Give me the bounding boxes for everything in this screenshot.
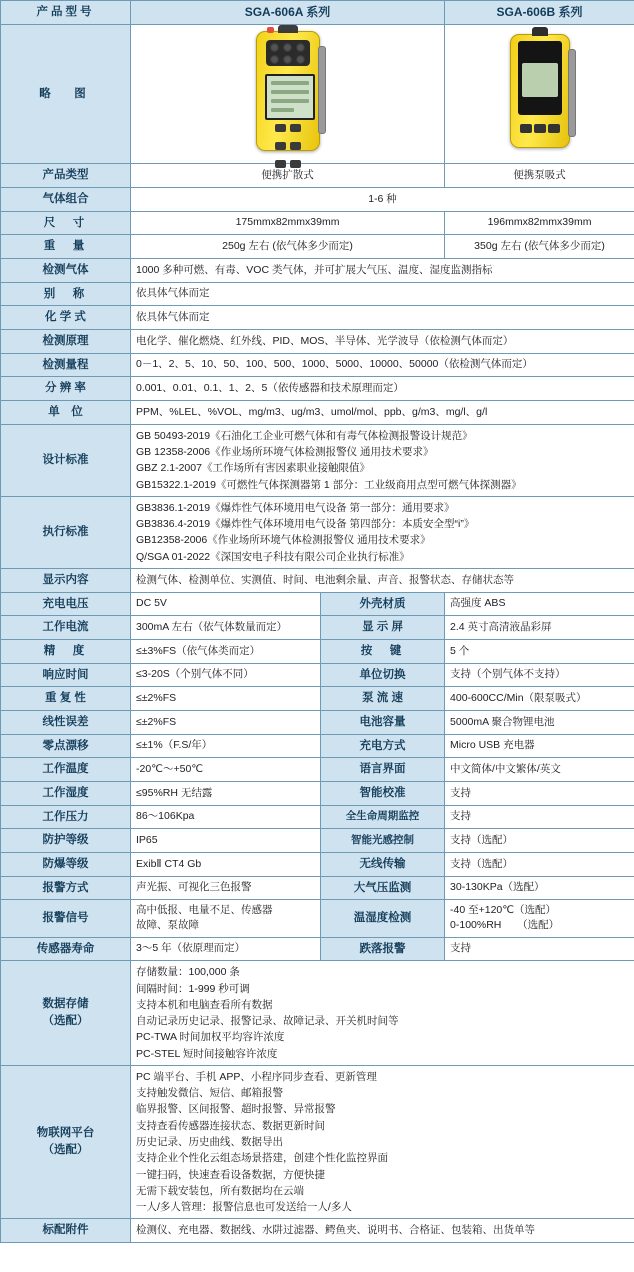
device-image-b [445,25,634,164]
row-label-smart-calib: 智能校准 [321,781,445,805]
table-row-gas-combo [1,188,634,212]
table-row-design-standard [1,424,634,496]
value-temp-humidity [445,900,634,937]
value-formula: 依具体气体而定 [131,306,634,330]
value-size-b: 196mmx82mmx39mm [445,211,634,235]
table-row-alarm-signal [1,900,634,937]
row-label-gas-combo: 气体组合 [1,188,131,212]
value-design-standard [131,424,634,496]
value-weight-b: 350g 左右 (依气体多少而定) [445,235,634,259]
value-work-temp: -20℃～+50℃ [131,758,321,782]
table-row-range [1,353,634,377]
row-label-work-temp: 工作温度 [1,758,131,782]
iot-line-8: 无需下载安装包，所有数据均在云端 [136,1184,304,1197]
row-label-display-content: 显示内容 [1,568,131,592]
value-work-humidity: ≤95%RH 无结露 [131,781,321,805]
value-alarm-mode: 声光振、可视化三色报警 [131,876,321,900]
row-label-work-current: 工作电流 [1,616,131,640]
table-row-repeatability [1,687,634,711]
iot-line-6: 支持企业个性化云组态场景搭建，创建个性化监控界面 [136,1152,388,1165]
value-wireless: 支持（选配） [445,852,634,876]
device-image-a [131,25,445,164]
value-product-type-b: 便携泵吸式 [445,164,634,188]
table-row-weight [1,235,634,259]
iot-line-1: PC 端平台、手机 APP、小程序同步查看、更新管理 [136,1070,377,1083]
exec-standard-line-4: Q/SGA 01-2022《深国安电子科技有限公司企业执行标准》 [136,550,410,563]
iot-line-9: 一人/多人管理：报警信息也可发送给一人/多人 [136,1201,352,1214]
value-display-content: 检测气体、检测单位、实测值、时间、电池剩余量、声音、报警状态、存储状态等 [131,568,634,592]
table-row-detect-gas [1,259,634,283]
table-row-ip-grade [1,829,634,853]
data-storage-label-line-2: （选配） [42,1015,89,1028]
value-data-storage [131,961,634,1066]
table-row-accessories [1,1219,634,1243]
exec-standard-line-3: GB12358-2006《作业场所环境气体检测报警仪 通用技术要求》 [136,534,431,547]
data-storage-line-2: 间隔时间：1-999 秒可调 [136,982,250,995]
row-label-work-pressure: 工作压力 [1,805,131,829]
data-storage-line-5: PC-TWA 时间加权平均容许浓度 [136,1031,285,1044]
row-label-keys: 按 键 [321,639,445,663]
value-weight-a: 250g 左右 (依气体多少而定) [131,235,445,259]
value-repeatability: ≤±2%FS [131,687,321,711]
table-row-data-storage [1,961,634,1066]
iot-label-line-1: 物联网平台 [36,1127,95,1140]
table-row-principle [1,330,634,354]
row-label-design-standard: 设计标准 [1,424,131,496]
row-label-accessories: 标配附件 [1,1219,131,1243]
data-storage-line-4: 自动记录历史记录、报警记录、故障记录、开关机时间等 [136,1015,399,1028]
row-label-exec-standard: 执行标准 [1,496,131,568]
row-label-repeatability: 重 复 性 [1,687,131,711]
value-detect-gas: 1000 多种可燃、有毒、VOC 类气体，并可扩展大气压、温度、湿度监测指标 [131,259,634,283]
value-keys: 5 个 [445,639,634,663]
alarm-signal-line-1: 高中低报、电量不足、传感器 [136,904,273,917]
table-row-alarm-mode [1,876,634,900]
value-zero-drift: ≤±1%（F.S/年） [131,734,321,758]
table-row-alias [1,282,634,306]
row-label-sensor-life: 传感器寿命 [1,937,131,961]
value-ex-grade: ExibⅡ CT4 Gb [131,852,321,876]
row-label-work-humidity: 工作湿度 [1,781,131,805]
table-row-header [1,1,634,25]
value-alarm-signal [131,900,321,937]
row-label-product-type: 产品类型 [1,164,131,188]
row-label-alarm-signal: 报警信号 [1,900,131,937]
row-label-ex-grade: 防爆等级 [1,852,131,876]
row-label-size: 尺 寸 [1,211,131,235]
design-standard-line-1: GB 50493-2019《石油化工企业可燃气体和有毒气体检测报警设计规范》 [136,429,473,442]
table-row-iot-platform [1,1065,634,1218]
row-label-ip-grade: 防护等级 [1,829,131,853]
table-row-response-time [1,663,634,687]
table-row-unit [1,401,634,425]
iot-line-2: 支持触发微信、短信、邮箱报警 [136,1087,283,1100]
table-row-work-temp [1,758,634,782]
row-label-unit: 单 位 [1,401,131,425]
row-label-detect-gas: 检测气体 [1,259,131,283]
value-lifecycle-monitor: 支持 [445,805,634,829]
value-range: 0－1、2、5、10、50、100、500、1000、5000、10000、50000（依检测气体而定） [131,353,634,377]
value-principle: 电化学、催化燃烧、红外线、PID、MOS、半导体、光学波导（依检测气体而定） [131,330,634,354]
data-storage-line-1: 存储数量：100,000 条 [136,966,240,979]
row-label-alarm-mode: 报警方式 [1,876,131,900]
data-storage-label-line-1: 数据存储 [42,998,89,1011]
row-label-temp-humidity: 温湿度检测 [321,900,445,937]
table-row-work-current [1,616,634,640]
value-exec-standard [131,496,634,568]
value-gas-combo: 1-6 种 [131,188,634,212]
iot-label-line-2: （选配） [42,1144,89,1157]
table-row-formula [1,306,634,330]
table-row-sketch [1,25,634,164]
table-row-sensor-life [1,937,634,961]
table-row-zero-drift [1,734,634,758]
value-charge-voltage: DC 5V [131,592,321,616]
iot-line-5: 历史记录、历史曲线、数据导出 [136,1136,283,1149]
table-row-size [1,211,634,235]
row-label-resolution: 分 辨 率 [1,377,131,401]
design-standard-line-2: GB 12358-2006《作业场所环境气体检测报警仪 通用技术要求》 [136,445,434,458]
row-label-lifecycle-monitor: 全生命周期监控 [321,805,445,829]
value-smart-light: 支持（选配） [445,829,634,853]
temp-humidity-line-1: -40 至+120℃（选配） [450,904,557,917]
table-row-exec-standard [1,496,634,568]
row-label-fall-alarm: 跌落报警 [321,937,445,961]
value-pump-flow: 400-600CC/Min（限泵吸式） [445,687,634,711]
table-row-charge-voltage [1,592,634,616]
row-label-range: 检测量程 [1,353,131,377]
row-label-linear-error: 线性误差 [1,710,131,734]
row-label-alias: 别 称 [1,282,131,306]
design-standard-line-4: GB15322.1-2019《可燃性气体探测器第 1 部分：工业级商用点型可燃气体探测器》 [136,478,522,491]
table-row-display-content [1,568,634,592]
value-language: 中文简体/中文繁体/英文 [445,758,634,782]
value-accessories: 检测仪、充电器、数据线、水阱过滤器、鳄鱼夹、说明书、合格证、包装箱、出货单等 [131,1219,634,1243]
design-standard-line-3: GBZ 2.1-2007《工作场所有害因素职业接触限值》 [136,462,370,475]
row-label-zero-drift: 零点漂移 [1,734,131,758]
row-label-wireless: 无线传输 [321,852,445,876]
temp-humidity-line-2: 0-100%RH （选配） [450,919,560,932]
value-resolution: 0.001、0.01、0.1、1、2、5（依传感器和技术原理而定） [131,377,634,401]
row-label-response-time: 响应时间 [1,663,131,687]
row-label-battery-capacity: 电池容量 [321,710,445,734]
gas-detector-b-illustration [510,34,570,148]
row-label-data-storage [1,961,131,1066]
header-model-a: SGA-606A 系列 [131,1,445,25]
row-label-charge-voltage: 充电电压 [1,592,131,616]
value-display-screen: 2.4 英寸高清液晶彩屏 [445,616,634,640]
row-label-pressure-monitor: 大气压监测 [321,876,445,900]
table-row-product-type [1,164,634,188]
table-row-resolution [1,377,634,401]
exec-standard-line-2: GB3836.4-2019《爆炸性气体环境用电气设备 第四部分：本质安全型“i”》 [136,518,475,531]
row-label-model: 产品型号 [1,1,131,25]
value-accuracy: ≤±3%FS（依气体类而定） [131,639,321,663]
table-row-work-pressure [1,805,634,829]
table-row-ex-grade [1,852,634,876]
row-label-principle: 检测原理 [1,330,131,354]
value-work-pressure: 86～106Kpa [131,805,321,829]
data-storage-line-3: 支持本机和电脑查看所有数据 [136,998,273,1011]
data-storage-line-6: PC-STEL 短时间接触容许浓度 [136,1047,278,1060]
table-row-accuracy [1,639,634,663]
value-iot-platform [131,1065,634,1218]
row-label-language: 语言界面 [321,758,445,782]
exec-standard-line-1: GB3836.1-2019《爆炸性气体环境用电气设备 第一部分：通用要求》 [136,501,455,514]
row-label-formula: 化 学 式 [1,306,131,330]
value-sensor-life: 3～5 年（依原理而定） [131,937,321,961]
row-label-smart-light: 智能光感控制 [321,829,445,853]
value-smart-calib: 支持 [445,781,634,805]
value-response-time: ≤3-20S（个别气体不同） [131,663,321,687]
row-label-shell-material: 外壳材质 [321,592,445,616]
value-battery-capacity: 5000mA 聚合物锂电池 [445,710,634,734]
iot-line-7: 一键扫码，快速查看设备数据，方便快捷 [136,1168,325,1181]
row-label-unit-switch: 单位切换 [321,663,445,687]
row-label-weight: 重 量 [1,235,131,259]
value-pressure-monitor: 30-130KPa（选配） [445,876,634,900]
value-work-current: 300mA 左右（依气体数量而定） [131,616,321,640]
value-linear-error: ≤±2%FS [131,710,321,734]
row-label-sketch: 略 图 [1,25,131,164]
row-label-iot-platform [1,1065,131,1218]
gas-detector-a-illustration [256,31,320,151]
value-unit-switch: 支持（个别气体不支持） [445,663,634,687]
header-model-b: SGA-606B 系列 [445,1,634,25]
row-label-accuracy: 精 度 [1,639,131,663]
value-size-a: 175mmx82mmx39mm [131,211,445,235]
iot-line-4: 支持查看传感器连接状态、数据更新时间 [136,1119,325,1132]
value-fall-alarm: 支持 [445,937,634,961]
row-label-charge-mode: 充电方式 [321,734,445,758]
table-row-work-humidity [1,781,634,805]
row-label-pump-flow: 泵 流 速 [321,687,445,711]
value-alias: 依具体气体而定 [131,282,634,306]
value-unit: PPM、%LEL、%VOL、mg/m3、ug/m3、umol/mol、ppb、g/m3、mg/l、g/l [131,401,634,425]
value-shell-material: 高强度 ABS [445,592,634,616]
alarm-signal-line-2: 故障、泵故障 [136,919,199,932]
iot-line-3: 临界报警、区间报警、超时报警、异常报警 [136,1103,336,1116]
value-product-type-a: 便携扩散式 [131,164,445,188]
table-row-linear-error [1,710,634,734]
row-label-display-screen: 显 示 屏 [321,616,445,640]
value-ip-grade: IP65 [131,829,321,853]
value-charge-mode: Micro USB 充电器 [445,734,634,758]
